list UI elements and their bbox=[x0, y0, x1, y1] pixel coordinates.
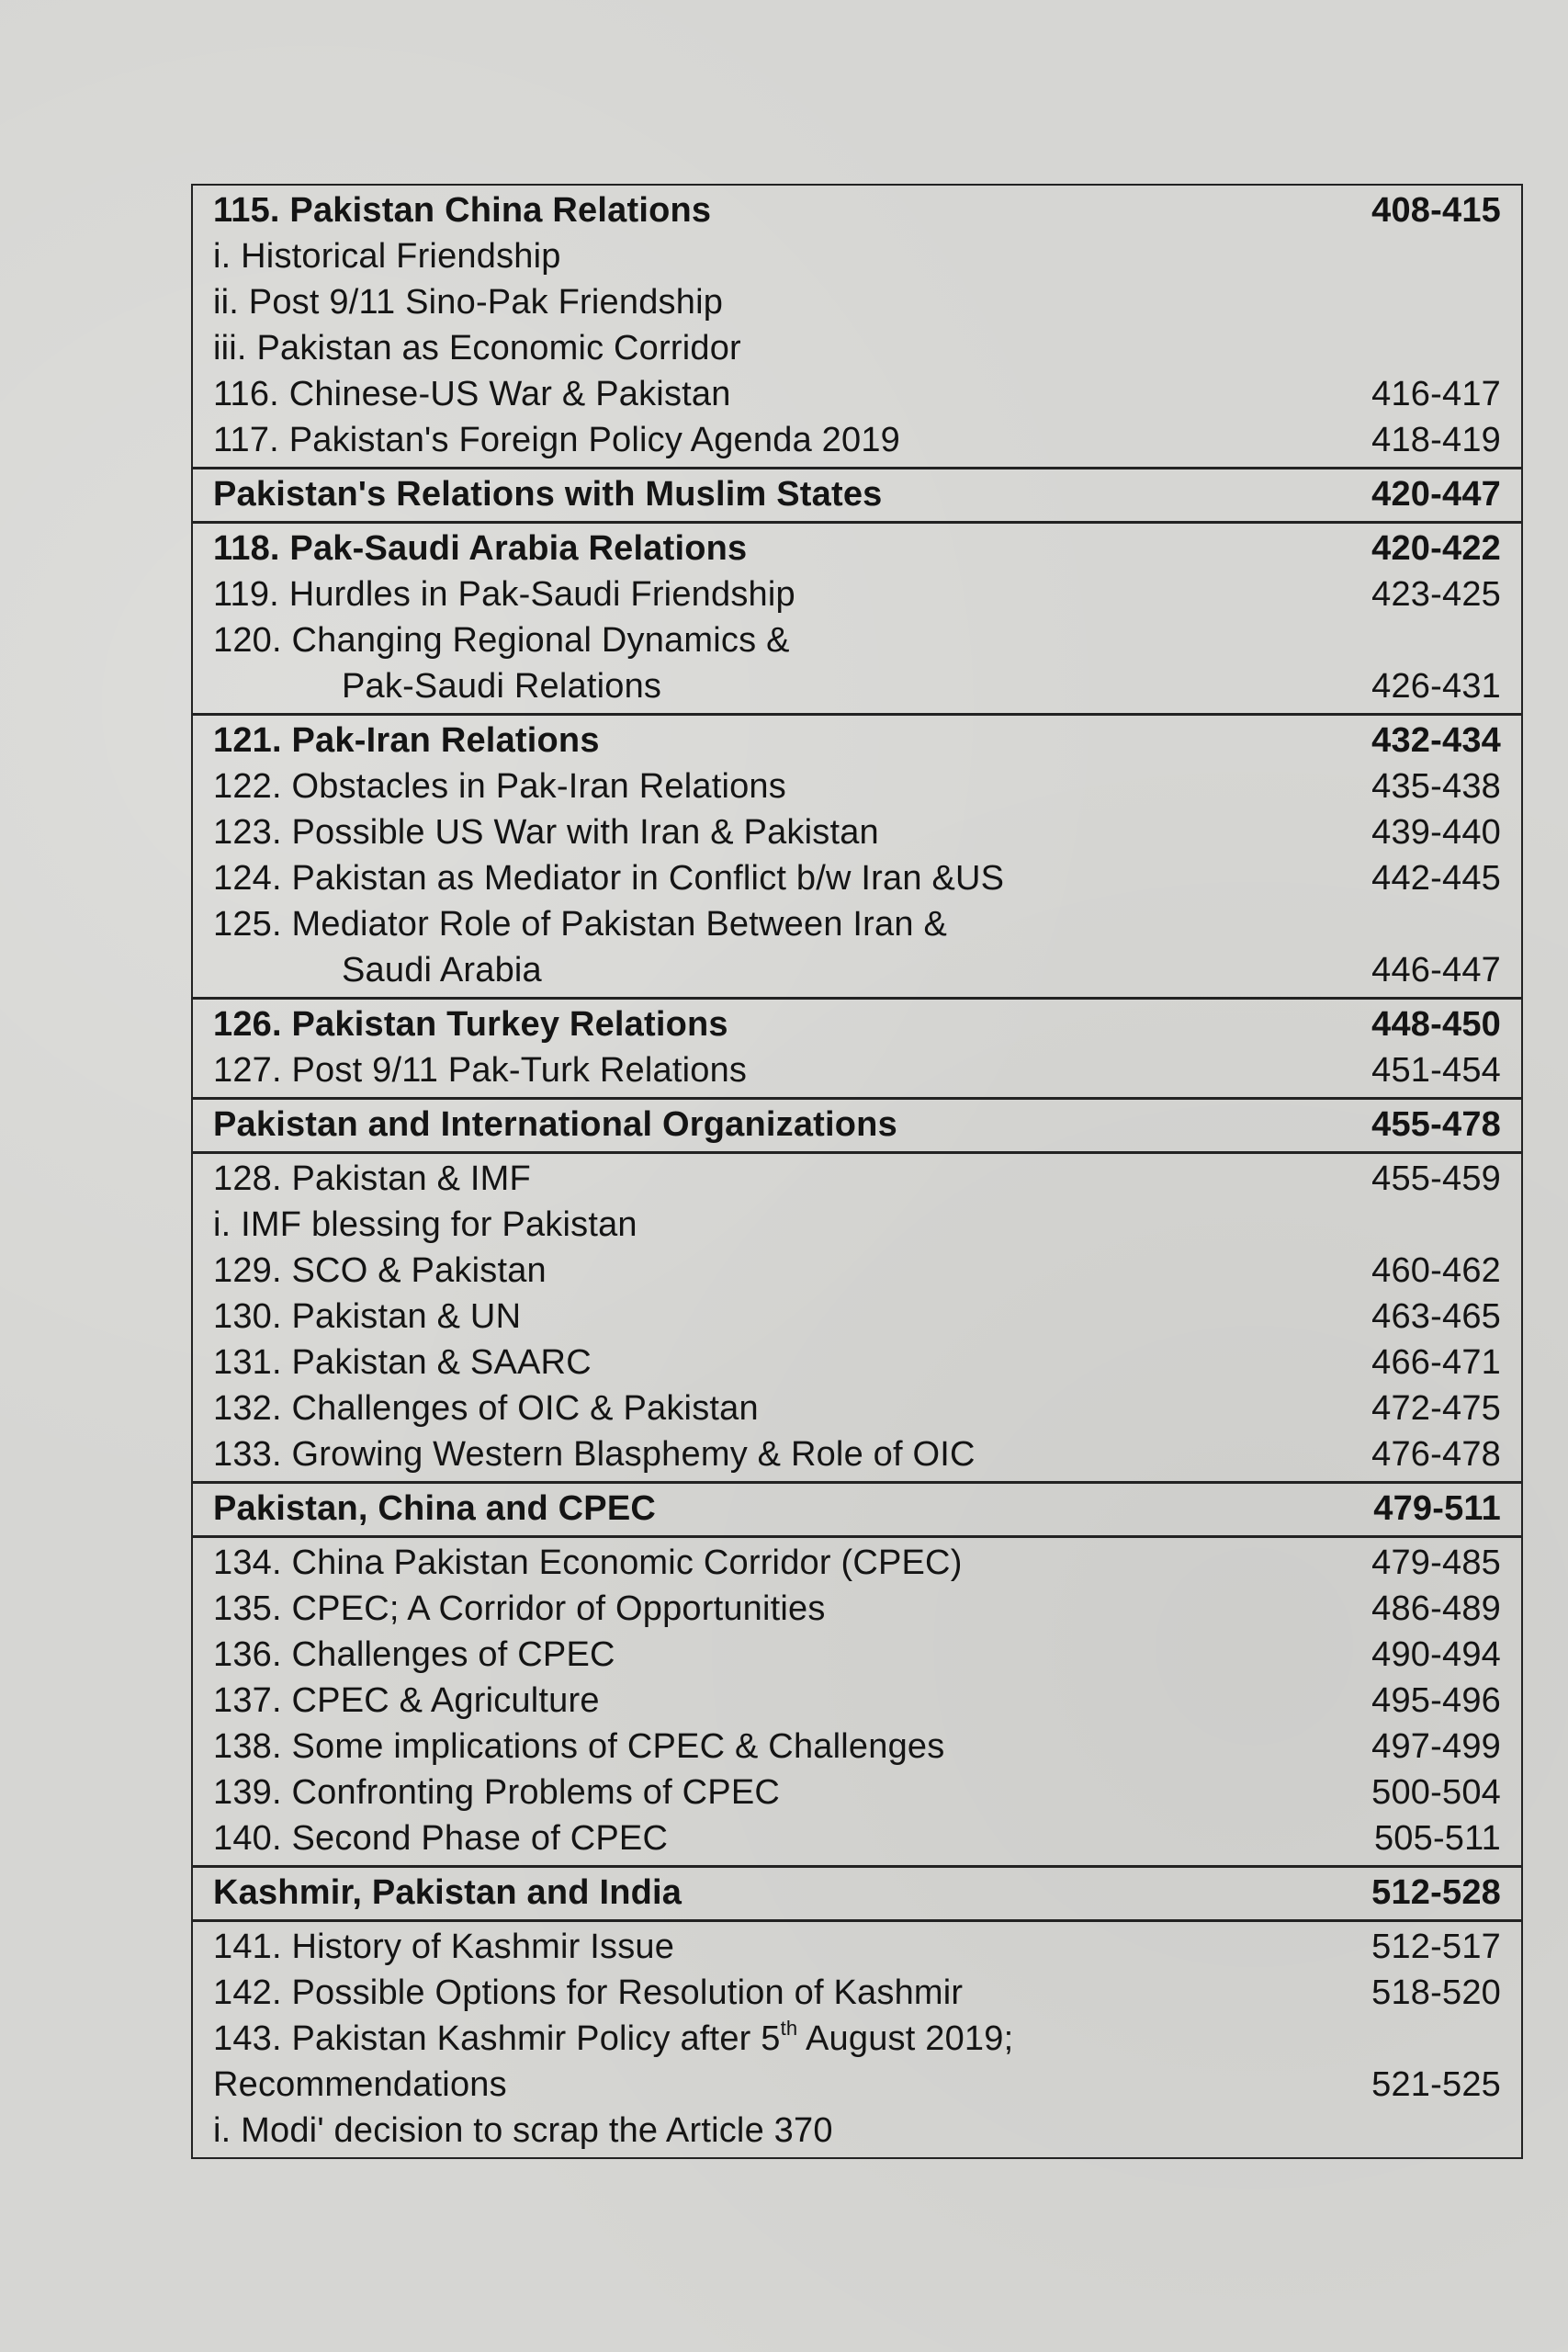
toc-section bbox=[193, 997, 1521, 1097]
toc-entry-row bbox=[193, 1632, 1521, 1678]
toc-entry-title-text: 129. SCO & Pakistan bbox=[213, 1251, 547, 1290]
toc-entry-title-text: iii. Pakistan as Economic Corridor bbox=[213, 329, 741, 368]
toc-entry-title-text: i. Historical Friendship bbox=[213, 237, 561, 276]
toc-entry-title bbox=[213, 526, 1336, 571]
toc-page-range: 466-471 bbox=[1371, 1343, 1501, 1382]
toc-page-range: 448-450 bbox=[1371, 1005, 1501, 1044]
toc-entry-row bbox=[193, 1970, 1521, 2016]
toc-entry-title-text: 133. Growing Western Blasphemy & Role of OIC bbox=[213, 1435, 976, 1474]
toc-entry-title bbox=[213, 1970, 1336, 2016]
toc-page-range: 408-415 bbox=[1371, 191, 1501, 230]
toc-entry-title-text: 132. Challenges of OIC & Pakistan bbox=[213, 1389, 759, 1428]
toc-entry-row bbox=[193, 1047, 1521, 1093]
toc-entry-title bbox=[213, 471, 1336, 517]
toc-entry-title-text: 138. Some implications of CPEC & Challenges bbox=[213, 1727, 945, 1766]
toc-entry-title-text: 140. Second Phase of CPEC bbox=[213, 1819, 669, 1858]
toc-entry-title bbox=[213, 1586, 1336, 1632]
toc-page-range: 463-465 bbox=[1371, 1297, 1501, 1336]
toc-heading-row bbox=[193, 718, 1521, 763]
toc-entry-title bbox=[213, 617, 1336, 663]
toc-heading-row bbox=[193, 471, 1521, 517]
toc-page-range: 490-494 bbox=[1371, 1635, 1501, 1674]
toc-entry-title-text: 126. Pakistan Turkey Relations bbox=[213, 1005, 728, 1044]
toc-entry-title-text: 123. Possible US War with Iran & Pakistan bbox=[213, 813, 879, 852]
toc-entry-title bbox=[213, 1340, 1336, 1385]
toc-section bbox=[193, 1535, 1521, 1865]
toc-entry-row bbox=[193, 763, 1521, 809]
toc-entry-title-text: ii. Post 9/11 Sino-Pak Friendship bbox=[213, 283, 724, 322]
toc-page-range: 479-485 bbox=[1371, 1544, 1501, 1582]
toc-entry-row bbox=[193, 2016, 1521, 2062]
toc-entry-title-text: 139. Confronting Problems of CPEC bbox=[213, 1773, 781, 1812]
toc-entry-row bbox=[193, 809, 1521, 855]
toc-entry-title bbox=[213, 1815, 1336, 1861]
toc-entry-row bbox=[193, 233, 1521, 279]
toc-entry-row bbox=[193, 1340, 1521, 1385]
toc-entry-title-text: Recommendations bbox=[213, 2065, 507, 2104]
toc-entry-row bbox=[193, 1586, 1521, 1632]
toc-page-range: 435-438 bbox=[1371, 767, 1501, 806]
toc-section bbox=[193, 521, 1521, 713]
toc-heading-row bbox=[193, 1486, 1521, 1532]
toc-entry-row bbox=[193, 325, 1521, 371]
toc-entry-title bbox=[213, 1102, 1336, 1148]
toc-entry-title-text: 116. Chinese-US War & Pakistan bbox=[213, 375, 731, 413]
toc-page-range: 416-417 bbox=[1371, 375, 1501, 413]
toc-page-range: 512-528 bbox=[1371, 1873, 1501, 1912]
toc-entry-title bbox=[213, 279, 1336, 325]
toc-entry-title-text: 143. Pakistan Kashmir Policy after 5 bbox=[213, 2019, 781, 2058]
toc-entry-title-text: 141. History of Kashmir Issue bbox=[213, 1928, 675, 1966]
toc-page-range: 497-499 bbox=[1371, 1727, 1501, 1766]
toc-entry-row bbox=[193, 371, 1521, 417]
toc-entry-title bbox=[213, 1632, 1336, 1678]
toc-entry-title bbox=[213, 1486, 1336, 1532]
toc-entry-title bbox=[213, 1047, 1336, 1093]
toc-page-range: 442-445 bbox=[1371, 859, 1501, 898]
toc-heading-row bbox=[193, 187, 1521, 233]
toc-entry-title-text: 130. Pakistan & UN bbox=[213, 1297, 522, 1336]
toc-entry-title bbox=[213, 2062, 1336, 2108]
toc-page-range: 420-422 bbox=[1371, 529, 1501, 568]
toc-entry-title bbox=[213, 1724, 1336, 1770]
toc-entry-title-text: i. Modi' decision to scrap the Article 370 bbox=[213, 2111, 833, 2150]
toc-entry-row bbox=[193, 1815, 1521, 1861]
toc-section bbox=[193, 1097, 1521, 1151]
toc-entry-title-text: 121. Pak-Iran Relations bbox=[213, 721, 600, 760]
toc-entry-title-text: 137. CPEC & Agriculture bbox=[213, 1681, 600, 1720]
toc-entry-row bbox=[193, 1924, 1521, 1970]
toc-entry-title bbox=[213, 1156, 1336, 1202]
toc-entry-title-text: 131. Pakistan & SAARC bbox=[213, 1343, 592, 1382]
toc-entry-row bbox=[193, 1724, 1521, 1770]
toc-entry-row bbox=[193, 2062, 1521, 2108]
toc-page-range: 512-517 bbox=[1371, 1928, 1501, 1966]
toc-entry-row bbox=[193, 663, 1521, 709]
toc-page-range: 505-511 bbox=[1373, 1819, 1501, 1858]
toc-entry-title bbox=[213, 2016, 1336, 2062]
toc-entry-row bbox=[193, 2108, 1521, 2154]
toc-page-range: 479-511 bbox=[1373, 1489, 1501, 1528]
toc-entry-title bbox=[213, 809, 1336, 855]
toc-entry-title bbox=[213, 663, 1336, 709]
toc-entry-row bbox=[193, 1156, 1521, 1202]
toc-entry-row bbox=[193, 1678, 1521, 1724]
toc-page-range: 518-520 bbox=[1371, 1973, 1501, 2012]
toc-page-range: 426-431 bbox=[1371, 667, 1501, 706]
toc-entry-title bbox=[213, 1770, 1336, 1815]
toc-entry-row bbox=[193, 947, 1521, 993]
toc-entry-title-text: 115. Pakistan China Relations bbox=[213, 191, 712, 230]
toc-section bbox=[193, 1481, 1521, 1535]
toc-heading-row bbox=[193, 1870, 1521, 1916]
toc-entry-title-text: 135. CPEC; A Corridor of Opportunities bbox=[213, 1589, 826, 1628]
toc-entry-title-continued: August 2019; bbox=[797, 2019, 1014, 2058]
toc-entry-title bbox=[213, 371, 1336, 417]
toc-entry-title bbox=[213, 947, 1336, 993]
toc-entry-title-text: 125. Mediator Role of Pakistan Between Iran & bbox=[213, 905, 948, 944]
toc-page-range: 451-454 bbox=[1371, 1051, 1501, 1090]
toc-entry-title bbox=[213, 1870, 1336, 1916]
toc-entry-row bbox=[193, 1540, 1521, 1586]
toc-entry-title bbox=[213, 1202, 1336, 1248]
toc-section bbox=[193, 713, 1521, 997]
toc-entry-title bbox=[213, 1248, 1336, 1294]
toc-entry-title bbox=[213, 1540, 1336, 1586]
toc-entry-row bbox=[193, 617, 1521, 663]
toc-section bbox=[193, 1919, 1521, 2157]
toc-page-range: 455-478 bbox=[1371, 1105, 1501, 1144]
toc-entry-title bbox=[213, 718, 1336, 763]
toc-heading-row bbox=[193, 1102, 1521, 1148]
toc-entry-superscript: th bbox=[780, 2017, 798, 2041]
toc-entry-title-text: 134. China Pakistan Economic Corridor (CPEC) bbox=[213, 1544, 963, 1582]
toc-entry-title bbox=[213, 2108, 1336, 2154]
toc-entry-title-text: 120. Changing Regional Dynamics & bbox=[213, 621, 790, 660]
toc-page-range: 423-425 bbox=[1371, 575, 1501, 614]
toc-heading-row bbox=[193, 1001, 1521, 1047]
toc-entry-title-text: Kashmir, Pakistan and India bbox=[213, 1873, 682, 1912]
toc-section bbox=[193, 1865, 1521, 1919]
toc-entry-title-text: 122. Obstacles in Pak-Iran Relations bbox=[213, 767, 786, 806]
toc-entry-title bbox=[213, 855, 1336, 901]
toc-entry-title-text: Pak-Saudi Relations bbox=[342, 667, 662, 706]
toc-page-range: 500-504 bbox=[1371, 1773, 1501, 1812]
toc-entry-title bbox=[213, 1678, 1336, 1724]
toc-page-range: 495-496 bbox=[1371, 1681, 1501, 1720]
toc-entry-title-text: 118. Pak-Saudi Arabia Relations bbox=[213, 529, 748, 568]
toc-page-range: 446-447 bbox=[1371, 951, 1501, 989]
toc-entry-title-text: i. IMF blessing for Pakistan bbox=[213, 1205, 637, 1244]
toc-entry-row bbox=[193, 417, 1521, 463]
toc-page-range: 472-475 bbox=[1371, 1389, 1501, 1428]
toc-heading-row bbox=[193, 526, 1521, 571]
toc-entry-title-text: Pakistan and International Organizations bbox=[213, 1105, 897, 1144]
toc-entry-title bbox=[213, 1924, 1336, 1970]
toc-entry-title-text: Saudi Arabia bbox=[342, 951, 542, 989]
toc-entry-title bbox=[213, 1294, 1336, 1340]
toc-entry-title bbox=[213, 233, 1336, 279]
toc-entry-title bbox=[213, 763, 1336, 809]
toc-page-range: 460-462 bbox=[1371, 1251, 1501, 1290]
toc-entry-row bbox=[193, 1294, 1521, 1340]
toc-page-range: 418-419 bbox=[1371, 421, 1501, 459]
toc-page-range: 486-489 bbox=[1371, 1589, 1501, 1628]
toc-page-range: 521-525 bbox=[1371, 2065, 1501, 2104]
toc-entry-title bbox=[213, 187, 1336, 233]
toc-entry-row bbox=[193, 279, 1521, 325]
toc-entry-title-text: 124. Pakistan as Mediator in Conflict b/w Iran &US bbox=[213, 859, 1005, 898]
toc-entry-title bbox=[213, 571, 1336, 617]
toc-entry-row bbox=[193, 901, 1521, 947]
toc-entry-row bbox=[193, 855, 1521, 901]
table-of-contents bbox=[191, 184, 1523, 2159]
toc-section bbox=[193, 467, 1521, 521]
toc-entry-title-text: 127. Post 9/11 Pak-Turk Relations bbox=[213, 1051, 748, 1090]
toc-entry-title-text: Pakistan, China and CPEC bbox=[213, 1489, 657, 1528]
toc-entry-title-text: 142. Possible Options for Resolution of Kashmir bbox=[213, 1973, 964, 2012]
toc-entry-row bbox=[193, 1202, 1521, 1248]
toc-page-range: 439-440 bbox=[1371, 813, 1501, 852]
toc-entry-title bbox=[213, 1001, 1336, 1047]
toc-entry-row bbox=[193, 1385, 1521, 1431]
toc-entry-title bbox=[213, 417, 1336, 463]
toc-page-range: 476-478 bbox=[1371, 1435, 1501, 1474]
toc-entry-title-text: 119. Hurdles in Pak-Saudi Friendship bbox=[213, 575, 795, 614]
toc-entry-title-text: 128. Pakistan & IMF bbox=[213, 1159, 531, 1198]
toc-entry-title bbox=[213, 1431, 1336, 1477]
toc-entry-title-text: 136. Challenges of CPEC bbox=[213, 1635, 615, 1674]
toc-entry-row bbox=[193, 571, 1521, 617]
toc-entry-row bbox=[193, 1770, 1521, 1815]
toc-entry-title-text: 117. Pakistan's Foreign Policy Agenda 2019 bbox=[213, 421, 900, 459]
toc-entry-row bbox=[193, 1431, 1521, 1477]
toc-page-range: 432-434 bbox=[1371, 721, 1501, 760]
toc-section bbox=[193, 1151, 1521, 1481]
toc-section bbox=[193, 186, 1521, 467]
toc-entry-title-text: Pakistan's Relations with Muslim States bbox=[213, 475, 883, 514]
toc-entry-title bbox=[213, 1385, 1336, 1431]
toc-page-range: 455-459 bbox=[1371, 1159, 1501, 1198]
toc-entry-title bbox=[213, 901, 1336, 947]
toc-page-range: 420-447 bbox=[1371, 475, 1501, 514]
toc-entry-row bbox=[193, 1248, 1521, 1294]
toc-entry-title bbox=[213, 325, 1336, 371]
